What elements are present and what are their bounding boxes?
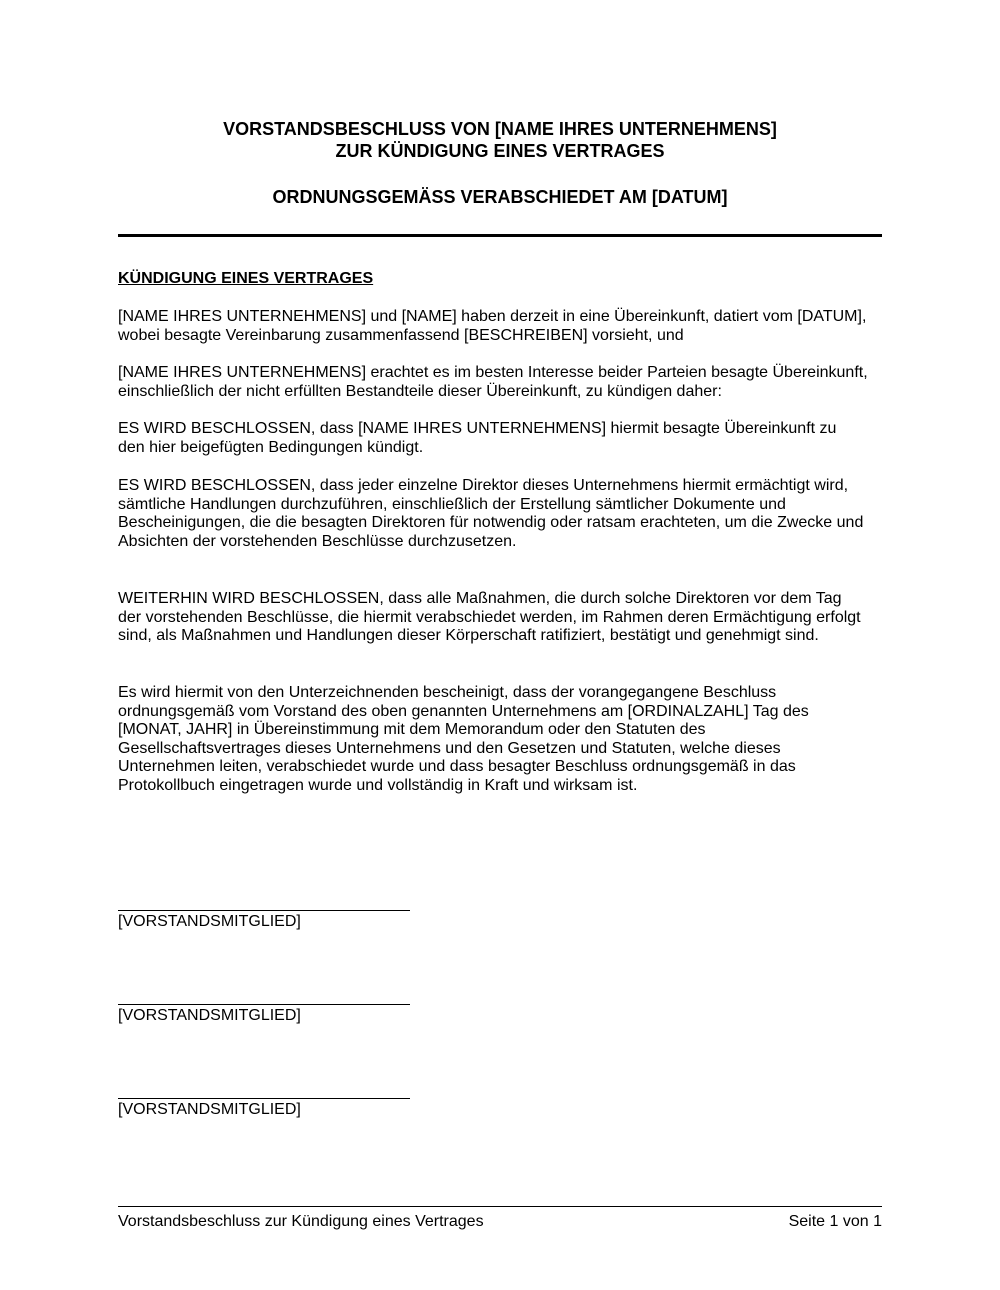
signature-line bbox=[118, 910, 410, 911]
paragraph-line: Es wird hiermit von den Unterzeichnenden bescheinigt, dass der vorangegangene Beschluss bbox=[118, 684, 777, 701]
paragraph-3 bbox=[118, 420, 890, 457]
paragraph-line: Gesellschaftsvertrages dieses Unternehmens und den Gesetzen und Statuten, welche dieses bbox=[118, 739, 781, 757]
paragraph-line: ordnungsgemäß vom Vorstand des oben genannten Unternehmens am [ORDINALZAHL] Tag des bbox=[118, 702, 809, 720]
title-line-2: ZUR KÜNDIGUNG EINES VERTRAGES bbox=[335, 141, 665, 161]
paragraph-line: [MONAT, JAHR] in Übereinstimmung mit dem Memorandum oder den Statuten des bbox=[118, 721, 706, 738]
paragraph-line: Unternehmen leiten, verabschiedet wurde und dass besagter Beschluss ordnungsgemäß in das bbox=[118, 758, 796, 775]
paragraph-line: wobei besagte Vereinbarung zusammenfassend [BESCHREIBEN] vorsieht, und bbox=[118, 326, 684, 344]
paragraph-1 bbox=[118, 308, 890, 345]
footer-page-number: Seite 1 von 1 bbox=[788, 1213, 882, 1230]
paragraph-line: sind, als Maßnahmen und Handlungen dieser Körperschaft ratifiziert, bestätigt und genehmigt sind. bbox=[118, 627, 819, 644]
paragraph-line: [NAME IHRES UNTERNEHMENS] erachtet es im besten Interesse beider Parteien besagte Übereinkunft, bbox=[118, 364, 868, 381]
paragraph-line: Protokollbuch eingetragen wurde und vollständig in Kraft und wirksam ist. bbox=[118, 776, 638, 794]
paragraph-4 bbox=[118, 477, 890, 551]
paragraph-line: den hier beigefügten Bedingungen kündigt. bbox=[118, 438, 424, 456]
header-divider bbox=[118, 234, 882, 237]
paragraph-5 bbox=[118, 590, 890, 646]
document-title bbox=[118, 118, 882, 162]
paragraph-line: sämtliche Handlungen durchzuführen, einschließlich der Erstellung sämtlicher Dokumente und bbox=[118, 495, 786, 513]
section-heading: KÜNDIGUNG EINES VERTRAGES bbox=[118, 270, 374, 287]
signature-label: [VORSTANDSMITGLIED] bbox=[118, 913, 301, 930]
footer-divider bbox=[118, 1206, 882, 1207]
paragraph-line: Absichten der vorstehenden Beschlüsse durchzusetzen. bbox=[118, 532, 517, 550]
paragraph-line: ES WIRD BESCHLOSSEN, dass [NAME IHRES UNTERNEHMENS] hiermit besagte Übereinkunft zu bbox=[118, 420, 837, 437]
footer-document-title: Vorstandsbeschluss zur Kündigung eines Vertrages bbox=[118, 1213, 484, 1230]
signature-label: [VORSTANDSMITGLIED] bbox=[118, 1007, 301, 1024]
paragraph-line: WEITERHIN WIRD BESCHLOSSEN, dass alle Maßnahmen, die durch solche Direktoren vor dem Tag bbox=[118, 590, 842, 607]
title-line-1: VORSTANDSBESCHLUSS VON [NAME IHRES UNTERNEHMENS] bbox=[223, 119, 777, 139]
signature-line bbox=[118, 1004, 410, 1005]
paragraph-line: ES WIRD BESCHLOSSEN, dass jeder einzelne Direktor dieses Unternehmens hiermit ermächtigt wird, bbox=[118, 477, 849, 494]
paragraph-line: Bescheinigungen, die die besagten Direktoren für notwendig oder ratsam erachteten, um die Zwecke und bbox=[118, 514, 864, 531]
document-subtitle: ORDNUNGSGEMÄSS VERABSCHIEDET AM [DATUM] bbox=[272, 187, 728, 207]
signature-label: [VORSTANDSMITGLIED] bbox=[118, 1101, 301, 1118]
paragraph-line: einschließlich der nicht erfüllten Bestandteile dieser Übereinkunft, zu kündigen daher: bbox=[118, 382, 722, 400]
paragraph-2 bbox=[118, 364, 890, 401]
paragraph-line: [NAME IHRES UNTERNEHMENS] und [NAME] haben derzeit in eine Übereinkunft, datiert vom [DATUM], bbox=[118, 308, 867, 325]
signature-line bbox=[118, 1098, 410, 1099]
paragraph-6 bbox=[118, 684, 890, 795]
paragraph-line: der vorstehenden Beschlüsse, die hiermit verabschiedet werden, im Rahmen deren Ermächtigung erfolgt bbox=[118, 608, 861, 626]
